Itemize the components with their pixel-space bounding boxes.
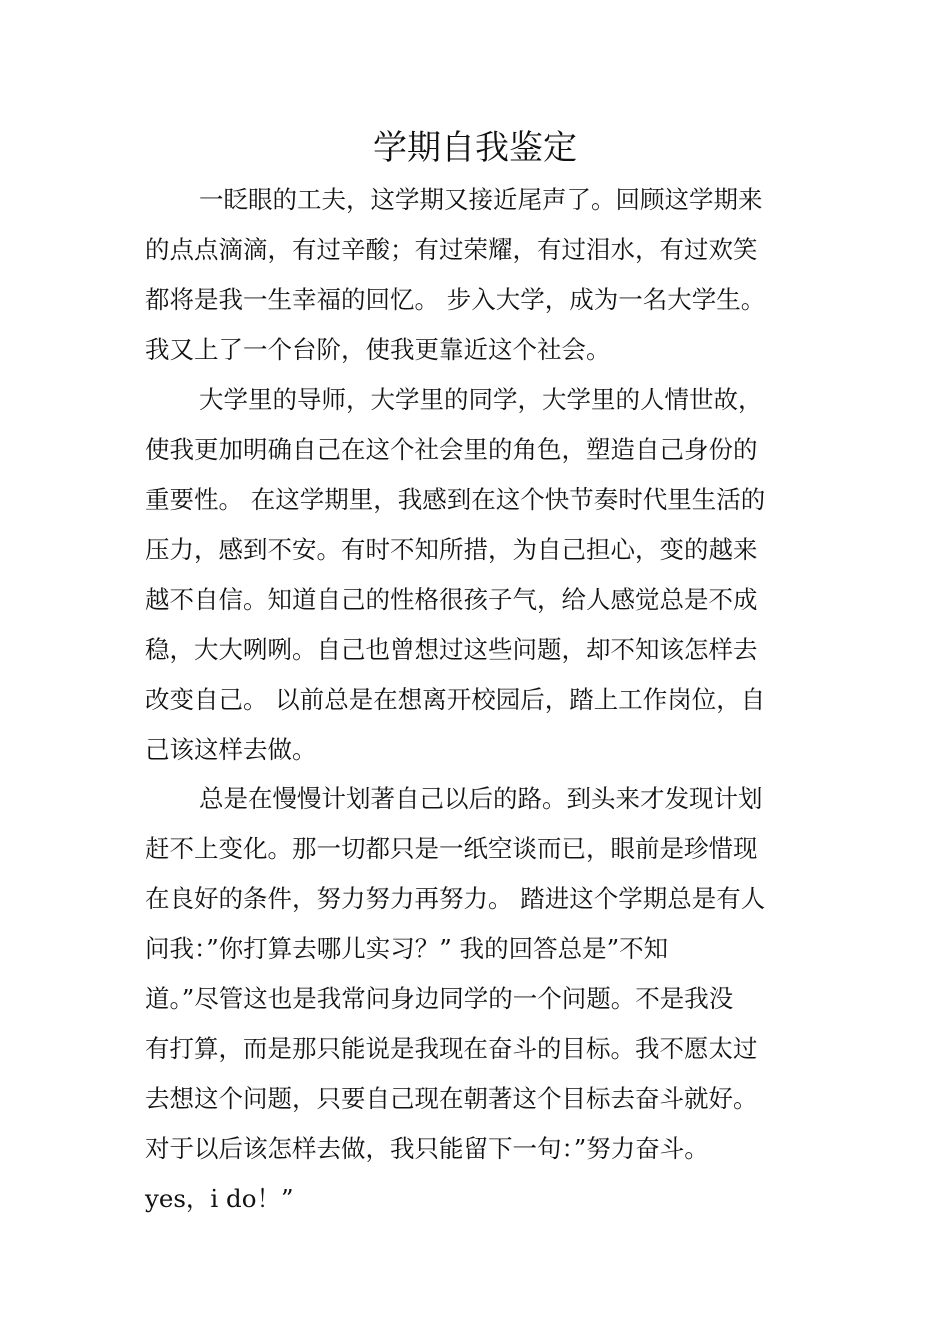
- paragraph-3-line-8: 对于以后该怎样去做，我只能留下一句：”努力奋斗。: [145, 1134, 709, 1163]
- paragraph-3-line-6: 有打算，而是那只能说是我现在奋斗的目标。我不愿太过: [145, 1034, 758, 1063]
- paragraph-2-line-3: 重要性。 在这学期里，我感到在这个快节奏时代里生活的: [145, 485, 766, 514]
- paragraph-1-line-1: 一眨眼的工夫，这学期又接近尾声了。回顾这学期来: [199, 185, 763, 214]
- paragraph-2-line-1: 大学里的导师，大学里的同学，大学里的人情世故，: [199, 385, 763, 414]
- paragraph-2-line-5: 越不自信。知道自己的性格很孩子气，给人感觉总是不成: [145, 585, 758, 614]
- paragraph-2-line-7: 改变自己。 以前总是在想离开校园后，踏上工作岗位，自: [145, 685, 766, 714]
- paragraph-3-line-9: yes，i do！”: [145, 1184, 294, 1213]
- document-title: 学期自我鉴定: [373, 128, 577, 168]
- paragraph-1-line-4: 我又上了一个台阶，使我更靠近这个社会。: [145, 335, 611, 364]
- paragraph-2-line-4: 压力，感到不安。有时不知所措，为自己担心，变的越来: [145, 535, 758, 564]
- paragraph-3-line-2: 赶不上变化。那一切都只是一纸空谈而已，眼前是珍惜现: [145, 834, 758, 863]
- paragraph-3-line-3: 在良好的条件，努力努力再努力。 踏进这个学期总是有人: [145, 884, 766, 913]
- paragraph-2-line-6: 稳，大大咧咧。自己也曾想过这些问题，却不知该怎样去: [145, 635, 758, 664]
- paragraph-3-line-4: 问我：”你打算去哪儿实习？” 我的回答总是”不知: [145, 934, 669, 963]
- paragraph-3-line-5: 道。”尽管这也是我常问身边同学的一个问题。不是我没: [145, 984, 734, 1013]
- paragraph-2-line-2: 使我更加明确自己在这个社会里的角色，塑造自己身份的: [145, 435, 758, 464]
- paragraph-3-line-1: 总是在慢慢计划著自己以后的路。到头来才发现计划: [199, 784, 763, 813]
- paragraph-1-line-3: 都将是我一生幸福的回忆。 步入大学，成为一名大学生。: [145, 285, 766, 314]
- paragraph-2-line-8: 己该这样去做。: [145, 735, 317, 764]
- paragraph-1-line-2: 的点点滴滴，有过辛酸；有过荣耀，有过泪水，有过欢笑: [145, 235, 758, 264]
- paragraph-3-line-7: 去想这个问题，只要自己现在朝著这个目标去奋斗就好。: [145, 1084, 758, 1113]
